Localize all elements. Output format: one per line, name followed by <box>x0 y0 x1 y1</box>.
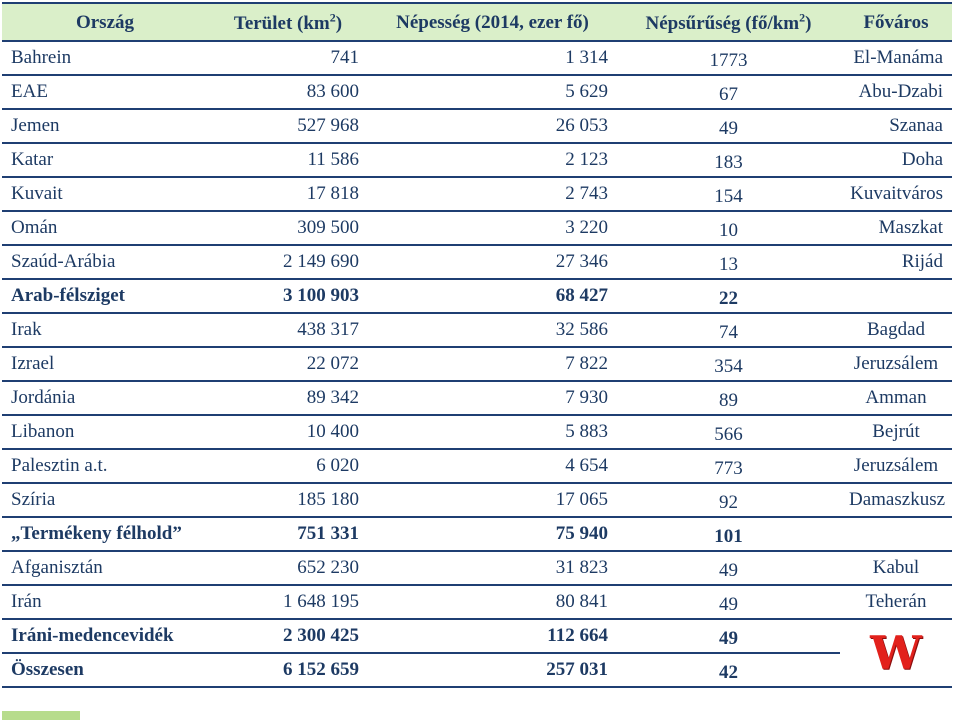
table-row <box>2 313 952 347</box>
country-cell: Afganisztán <box>2 551 208 585</box>
area-cell: 11 586 <box>208 143 368 177</box>
density-cell: 49 <box>617 109 840 143</box>
population-cell: 5 629 <box>368 75 617 109</box>
capital-cell <box>840 517 952 551</box>
country-cell: Irán <box>2 585 208 619</box>
capital-cell: Damaszkusz <box>840 483 952 517</box>
population-cell: 257 031 <box>368 653 617 687</box>
area-cell: 2 149 690 <box>208 245 368 279</box>
footer-accent-bar <box>2 711 80 720</box>
table-row <box>2 449 952 483</box>
area-cell: 89 342 <box>208 381 368 415</box>
density-cell: 89 <box>617 381 840 415</box>
capital-cell: Teherán <box>840 585 952 619</box>
capital-cell: Kabul <box>840 551 952 585</box>
density-cell: 13 <box>617 245 840 279</box>
population-cell: 31 823 <box>368 551 617 585</box>
population-cell: 2 743 <box>368 177 617 211</box>
capital-cell: Szanaa <box>840 109 952 143</box>
density-cell: 49 <box>617 585 840 619</box>
density-cell: 1773 <box>617 41 840 75</box>
density-cell: 67 <box>617 75 840 109</box>
population-cell: 7 822 <box>368 347 617 381</box>
population-cell: 2 123 <box>368 143 617 177</box>
density-cell: 49 <box>617 619 840 653</box>
capital-cell <box>840 279 952 313</box>
total-label-cell: Összesen <box>2 653 208 687</box>
population-cell: 32 586 <box>368 313 617 347</box>
area-cell: 22 072 <box>208 347 368 381</box>
population-cell: 27 346 <box>368 245 617 279</box>
logo-cell <box>840 619 952 687</box>
population-cell: 68 427 <box>368 279 617 313</box>
density-cell: 92 <box>617 483 840 517</box>
capital-cell: Rijád <box>840 245 952 279</box>
area-cell: 83 600 <box>208 75 368 109</box>
area-cell: 6 152 659 <box>208 653 368 687</box>
capital-cell: Jeruzsálem <box>840 347 952 381</box>
density-cell: 101 <box>617 517 840 551</box>
area-cell: 185 180 <box>208 483 368 517</box>
area-cell: 438 317 <box>208 313 368 347</box>
density-cell: 10 <box>617 211 840 245</box>
table-row <box>2 551 952 585</box>
region-cell: Iráni-medencevidék <box>2 619 208 653</box>
table-row <box>2 75 952 109</box>
subtotal-row <box>2 517 952 551</box>
w-logo-icon: W <box>870 626 922 680</box>
area-cell: 309 500 <box>208 211 368 245</box>
area-cell: 741 <box>208 41 368 75</box>
subtotal-row <box>2 279 952 313</box>
table-row <box>2 245 952 279</box>
country-cell: Kuvait <box>2 177 208 211</box>
table-row <box>2 585 952 619</box>
area-cell: 652 230 <box>208 551 368 585</box>
country-cell: Bahrein <box>2 41 208 75</box>
area-cell: 10 400 <box>208 415 368 449</box>
table-row <box>2 415 952 449</box>
table-row <box>2 483 952 517</box>
capital-cell: Amman <box>840 381 952 415</box>
header-population: Népesség (2014, ezer fő) <box>368 3 617 41</box>
capital-cell: Kuvaitváros <box>840 177 952 211</box>
capital-cell: Doha <box>840 143 952 177</box>
area-cell: 6 020 <box>208 449 368 483</box>
capital-cell: El-Manáma <box>840 41 952 75</box>
country-cell: Palesztin a.t. <box>2 449 208 483</box>
header-density: Népsűrűség $(fő/km^2)$ <box>617 3 840 41</box>
area-cell: 17 818 <box>208 177 368 211</box>
country-cell: Irak <box>2 313 208 347</box>
header-row <box>2 3 952 41</box>
density-cell: 42 <box>617 653 840 687</box>
country-cell: Szíria <box>2 483 208 517</box>
population-cell: 75 940 <box>368 517 617 551</box>
capital-cell: Bagdad <box>840 313 952 347</box>
density-cell: 773 <box>617 449 840 483</box>
area-cell: 2 300 425 <box>208 619 368 653</box>
header-area: Terület $(km^2)$ <box>208 3 368 41</box>
country-cell: EAE <box>2 75 208 109</box>
area-cell: 3 100 903 <box>208 279 368 313</box>
population-cell: 80 841 <box>368 585 617 619</box>
area-cell: 1 648 195 <box>208 585 368 619</box>
subtotal-row <box>2 619 952 653</box>
density-cell: 354 <box>617 347 840 381</box>
population-cell: 5 883 <box>368 415 617 449</box>
table-row <box>2 177 952 211</box>
population-cell: 17 065 <box>368 483 617 517</box>
table-row <box>2 41 952 75</box>
density-cell: 566 <box>617 415 840 449</box>
region-cell: Arab-félsziget <box>2 279 208 313</box>
total-row <box>2 653 952 687</box>
population-cell: 26 053 <box>368 109 617 143</box>
population-cell: 4 654 <box>368 449 617 483</box>
country-cell: Katar <box>2 143 208 177</box>
table-row <box>2 143 952 177</box>
table-row <box>2 347 952 381</box>
country-cell: Jemen <box>2 109 208 143</box>
density-cell: 22 <box>617 279 840 313</box>
country-cell: Omán <box>2 211 208 245</box>
population-cell: 112 664 <box>368 619 617 653</box>
capital-cell: Maszkat <box>840 211 952 245</box>
density-cell: 154 <box>617 177 840 211</box>
population-cell: 7 930 <box>368 381 617 415</box>
density-cell: 49 <box>617 551 840 585</box>
area-cell: 751 331 <box>208 517 368 551</box>
table-row <box>2 109 952 143</box>
region-cell: „Termékeny félhold” <box>2 517 208 551</box>
header-country: Ország <box>2 3 208 41</box>
capital-cell: Bejrút <box>840 415 952 449</box>
table-row <box>2 211 952 245</box>
country-data-table <box>2 2 952 688</box>
density-cell: 74 <box>617 313 840 347</box>
population-cell: 1 314 <box>368 41 617 75</box>
country-cell: Szaúd-Arábia <box>2 245 208 279</box>
country-cell: Izrael <box>2 347 208 381</box>
capital-cell: Jeruzsálem <box>840 449 952 483</box>
table-row <box>2 381 952 415</box>
area-cell: 527 968 <box>208 109 368 143</box>
country-cell: Jordánia <box>2 381 208 415</box>
country-cell: Libanon <box>2 415 208 449</box>
header-capital: Főváros <box>840 3 952 41</box>
capital-cell: Abu-Dzabi <box>840 75 952 109</box>
population-cell: 3 220 <box>368 211 617 245</box>
density-cell: 183 <box>617 143 840 177</box>
